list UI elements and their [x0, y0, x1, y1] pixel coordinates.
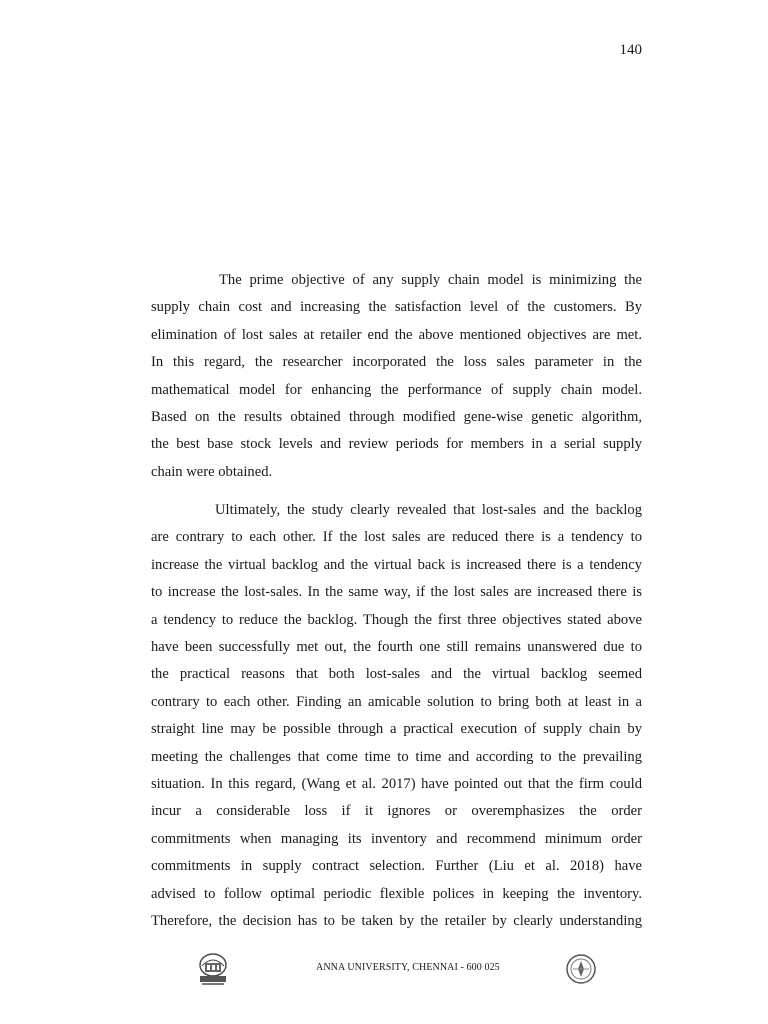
text-line: a tendency to reduce the backlog. Though the first three objectives stated above — [151, 611, 642, 628]
text-line: the practical reasons that both lost-sales and the virtual backlog seemed — [151, 666, 642, 683]
paragraph-2 — [151, 497, 642, 936]
text-line: incur a considerable loss if it ignores or overemphasizes the order — [151, 803, 642, 820]
footer-text: ANNA UNIVERSITY, CHENNAI - 600 025 — [316, 962, 500, 973]
page-footer — [0, 952, 768, 992]
page-number: 140 — [619, 42, 642, 58]
text-line: are contrary to each other. If the lost sales are reduced there is a tendency to — [151, 529, 642, 546]
text-line: commitments when managing its inventory and recommend minimum order — [151, 830, 642, 847]
anna-university-emblem-icon — [196, 952, 230, 986]
text-line: In this regard, the researcher incorporated the loss sales parameter in the — [151, 354, 642, 371]
text-line: the best base stock levels and review periods for members in a serial supply — [151, 436, 642, 453]
text-line: have been successfully met out, the fourth one still remains unanswered due to — [151, 639, 642, 656]
text-line: straight line may be possible through a practical execution of supply chain by — [151, 721, 642, 738]
text-line: Ultimately, the study clearly revealed that lost-sales and the backlog — [215, 502, 642, 518]
text-line: supply chain cost and increasing the satisfaction level of the customers. By — [151, 299, 642, 316]
text-line: increase the virtual backlog and the virtual back is increased there is a tendency — [151, 556, 642, 573]
text-line: to increase the lost-sales. In the same way, if the lost sales are increased there is — [151, 584, 642, 601]
text-line: commitments in supply contract selection. Further (Liu et al. 2018) have — [151, 858, 642, 875]
text-line: mathematical model for enhancing the performance of supply chain model. — [151, 381, 642, 398]
text-line: contrary to each other. Finding an amicable solution to bring both at least in a — [151, 693, 642, 710]
paragraph-1 — [151, 267, 642, 486]
text-line: advised to follow optimal periodic flexible polices in keeping the inventory. — [151, 885, 642, 902]
text-line: Therefore, the decision has to be taken by the retailer by clearly understanding — [151, 913, 642, 930]
university-seal-icon — [565, 952, 597, 986]
text-line: chain were obtained. — [151, 463, 273, 480]
text-line: Based on the results obtained through modified gene-wise genetic algorithm, — [151, 409, 642, 426]
text-line: meeting the challenges that come time to time and according to the prevailing — [151, 748, 642, 765]
text-line: situation. In this regard, (Wang et al. 2017) have pointed out that the firm could — [151, 776, 642, 793]
text-line: The prime objective of any supply chain model is minimizing the — [219, 272, 642, 288]
text-line: elimination of lost sales at retailer end the above mentioned objectives are met. — [151, 326, 642, 343]
